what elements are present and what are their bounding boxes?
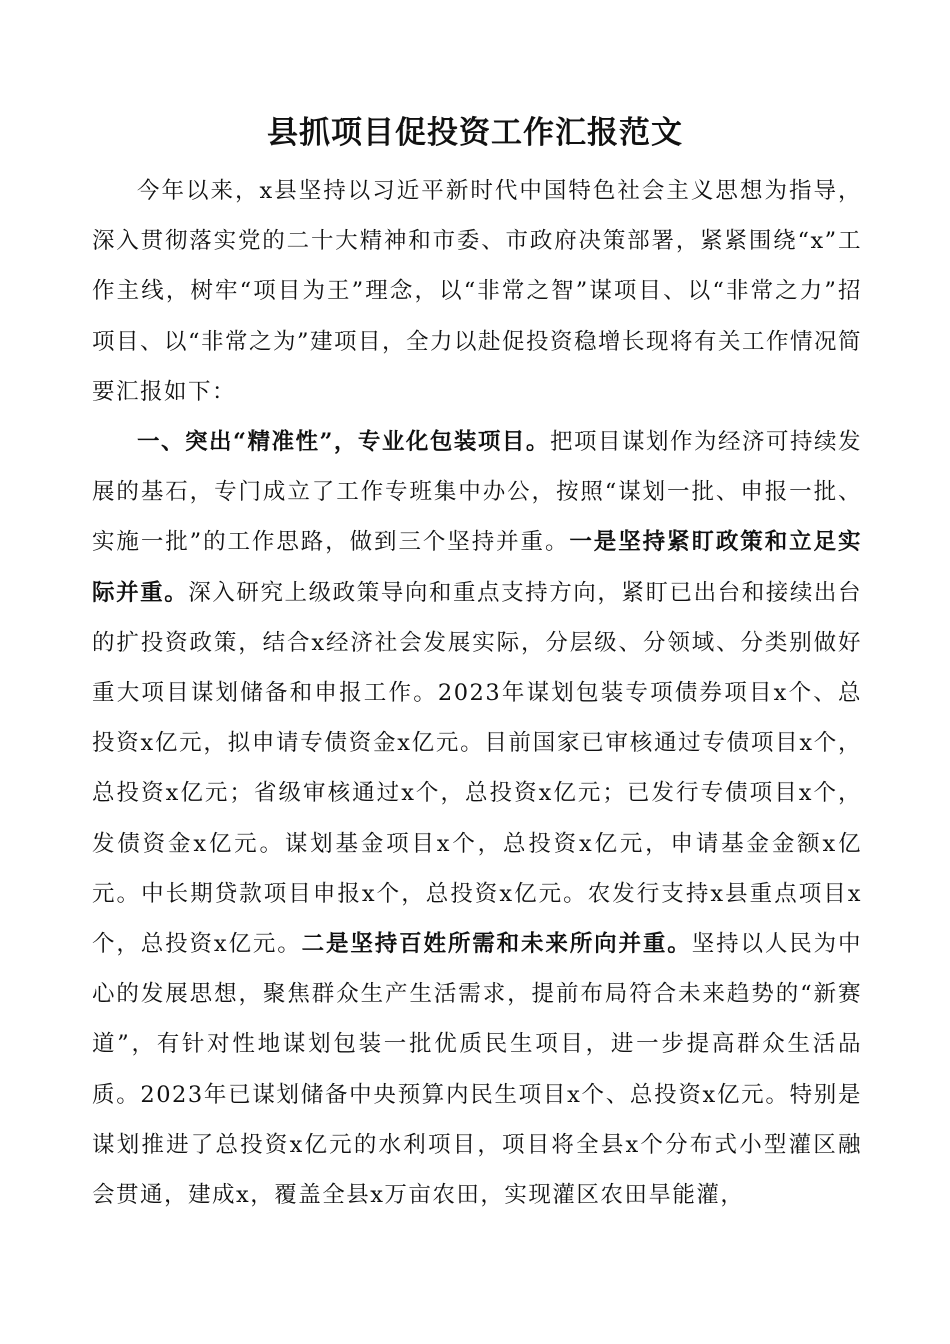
intro-paragraph: 今年以来，x县坚持以习近平新时代中国特色社会主义思想为指导，深入贯彻落实党的二十大精神和市委、市政府决策部署，紧紧围绕“x”工作主线，树牢“项目为王”理念，以“非常之智”谋项目、以“非常之力”招项目、以“非常之为”建项目，全力以赴促投资稳增长现将有关工作情况简要汇报如下： bbox=[92, 178, 863, 405]
document-title: 县抓项目促投资工作汇报范文 bbox=[267, 115, 683, 151]
point-1-heading: 一是坚持紧盯政策和立足实际并重。 bbox=[92, 529, 862, 606]
point-2-text: 坚持以人民为中心的发展思想，聚焦群众生产生活需求，提前布局符合未来趋势的“新赛道”，有针对性地谋划包装一批优质民生项目，进一步提高群众生活品质。2023年已谋划储备中央预算内民生项目x个、总投资x亿元。特别是谋划推进了总投资x亿元的水利项目，项目将全县x个分布式小型灌区融会贯通，建成x，覆盖全县x万亩农田，实现灌区农田旱能灌， bbox=[92, 931, 862, 1209]
point-2-heading: 二是坚持百姓所需和未来所向并重。 bbox=[301, 931, 692, 958]
section-1-heading: 一、突出“精准性”，专业化包装项目。 bbox=[137, 429, 550, 456]
point-1-text: 深入研究上级政策导向和重点支持方向，紧盯已出台和接续出台的扩投资政策，结合x经济社会发展实际，分层级、分领域、分类别做好重大项目谋划储备和申报工作。2023年谋划包装专项债券项目x个、总投资x亿元，拟申请专债资金x亿元。目前国家已审核通过专债项目x个，总投资x亿元；省级审核通过x个，总投资x亿元；已发行专债项目x个，发债资金x亿元。谋划基金项目x个，总投资x亿元，申请基金金额x亿元。中长期贷款项目申报x个，总投资x亿元。农发行支持x县重点项目x个，总投资x亿元。 bbox=[92, 579, 862, 958]
section-1-intro: 把项目谋划作为经济可持续发展的基石，专门成立了工作专班集中办公，按照“谋划一批、申报一批、实施一批”的工作思路，做到三个坚持并重。 bbox=[92, 429, 862, 556]
document-body bbox=[92, 166, 862, 1220]
section-1-paragraph bbox=[92, 417, 862, 1220]
